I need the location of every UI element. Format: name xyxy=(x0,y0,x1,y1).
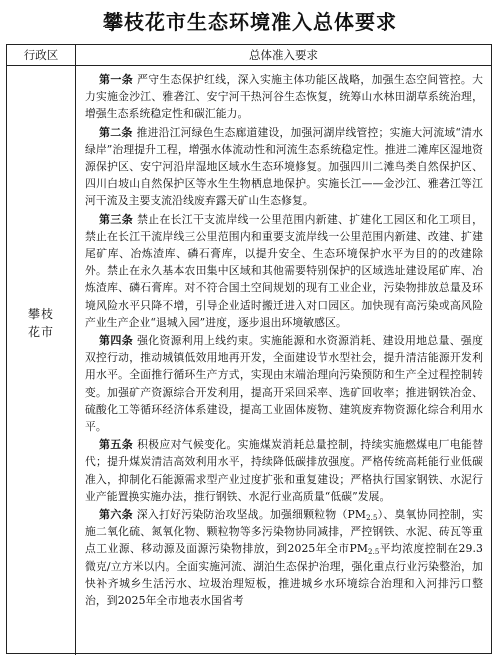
pm25-subscript: 2.5 xyxy=(366,514,378,523)
region-cell xyxy=(7,305,75,341)
column-divider xyxy=(75,65,76,655)
article-label: 第三条 xyxy=(99,212,134,226)
article-label: 第一条 xyxy=(99,73,134,86)
article-text: 深入打好污染防治攻坚战。加强细颗粒物（PM xyxy=(136,508,367,522)
article-text: 积极应对气候变化。实施煤炭消耗总量控制，持续实施燃煤电厂电能替代；提升煤炭清洁高效利用水平，持续降低碳排放强度。严格传统高耗能行业低碳准入，抑制化石能源需求型产业过度扩张和重复建设；严格执行国家钢铁、水泥行业产能置换实施办法，推行钢铁、水泥行业高质量“低碳”发展。 xyxy=(85,438,483,503)
requirements-cell xyxy=(85,71,483,610)
header-region: 行政区 xyxy=(7,45,76,65)
article-label: 第四条 xyxy=(99,334,134,348)
article-6 xyxy=(85,506,483,609)
article-text: 平均浓度控制在29.3微克/立方米以内。全面实施河流、湖泊生态保护治理，强化重点行业污染整治，加快补齐城乡生活污水、垃圾治理短板，推进城乡水环境综合治理和入河排污口整治，到2025年全市地表水国省考 xyxy=(85,542,483,608)
pm25-subscript: 2.5 xyxy=(368,548,380,557)
requirements-table xyxy=(6,44,492,654)
region-name-line2: 花市 xyxy=(27,325,54,339)
article-5 xyxy=(85,436,483,505)
article-label: 第五条 xyxy=(99,438,134,452)
article-3 xyxy=(85,211,483,331)
article-text: 严守生态保护红线，深入实施主体功能区战略，加强生态空间管控。大力实施金沙江、雅砻江、安宁河干热河谷生态恢复，统筹山水林田湖草系统治理，增强生态系统稳定性和碳汇能力。 xyxy=(85,73,483,121)
article-label: 第二条 xyxy=(99,125,133,139)
document-title: 攀枝花市生态环境准入总体要求 xyxy=(103,10,397,34)
article-1 xyxy=(85,71,483,123)
article-label: 第六条 xyxy=(99,508,133,522)
article-text: ）、臭氧协同控制，实施二氧化硫、氮氧化物、颗粒物等多污染物协同减排，严控钢铁、水泥、砖瓦等重点工业源、移动源及面源污染物排放，到2025年全市PM xyxy=(85,508,483,556)
region-name-line1: 攀枝 xyxy=(27,307,54,321)
article-text: 强化资源利用上线约束。实施能源和水资源消耗、建设用地总量、强度双控行动，推动城镇低效用地再开发，全面建设节水型社会，提升清洁能源开发利用水平。全面推行循环生产方式，实现由末端治理向污染预防和生产全过程控制转变。加强矿产资源综合开发利用，提高开采回采率、选矿回收率；推进钢铁冶金、硫酸化工等循环经济体系建设，提高工业固体废物、建筑废弃物资源化综合利用水平。 xyxy=(85,334,483,434)
article-4 xyxy=(85,332,483,435)
article-text: 推进沿江河绿色生态廊道建设，加强河湖岸线管控；实施大河流域“清水绿岸”治理提升工程，增强水体流动性和河流生态系统稳定性。推进二滩库区湿地资源保护区、安宁河沿岸湿地区域水生态环境修复。加强四川二滩鸟类自然保护区、四川白坡山自然保护区等水生生物栖息地保护。实施长江——金沙江、雅砻江等江河干流及主要支流沿线废弃露天矿山生态修复。 xyxy=(85,125,483,208)
article-text: 禁止在长江干支流岸线一公里范围内新建、扩建化工园区和化工项目，禁止在长江干流岸线三公里范围内和重要支流岸线一公里范围内新建、改建、扩建尾矿库、冶炼渣库、磷石膏库，以提升安全、生态环境保护水平为目的的改建除外。禁止在永久基本农田集中区域和其他需要特别保护的区域选址建设尾矿库、冶炼渣库、磷石膏库。对不符合国土空间规划的现有工业企业，污染物排放总量及环境风险水平只降不增，引导企业适时搬迁进入对口园区。加快现有高污染或高风险产业生产企业“退城入园”进度，逐步退出环境敏感区。 xyxy=(85,212,483,329)
article-2 xyxy=(85,124,483,210)
header-requirements: 总体准入要求 xyxy=(249,48,318,62)
table-header xyxy=(7,45,491,66)
